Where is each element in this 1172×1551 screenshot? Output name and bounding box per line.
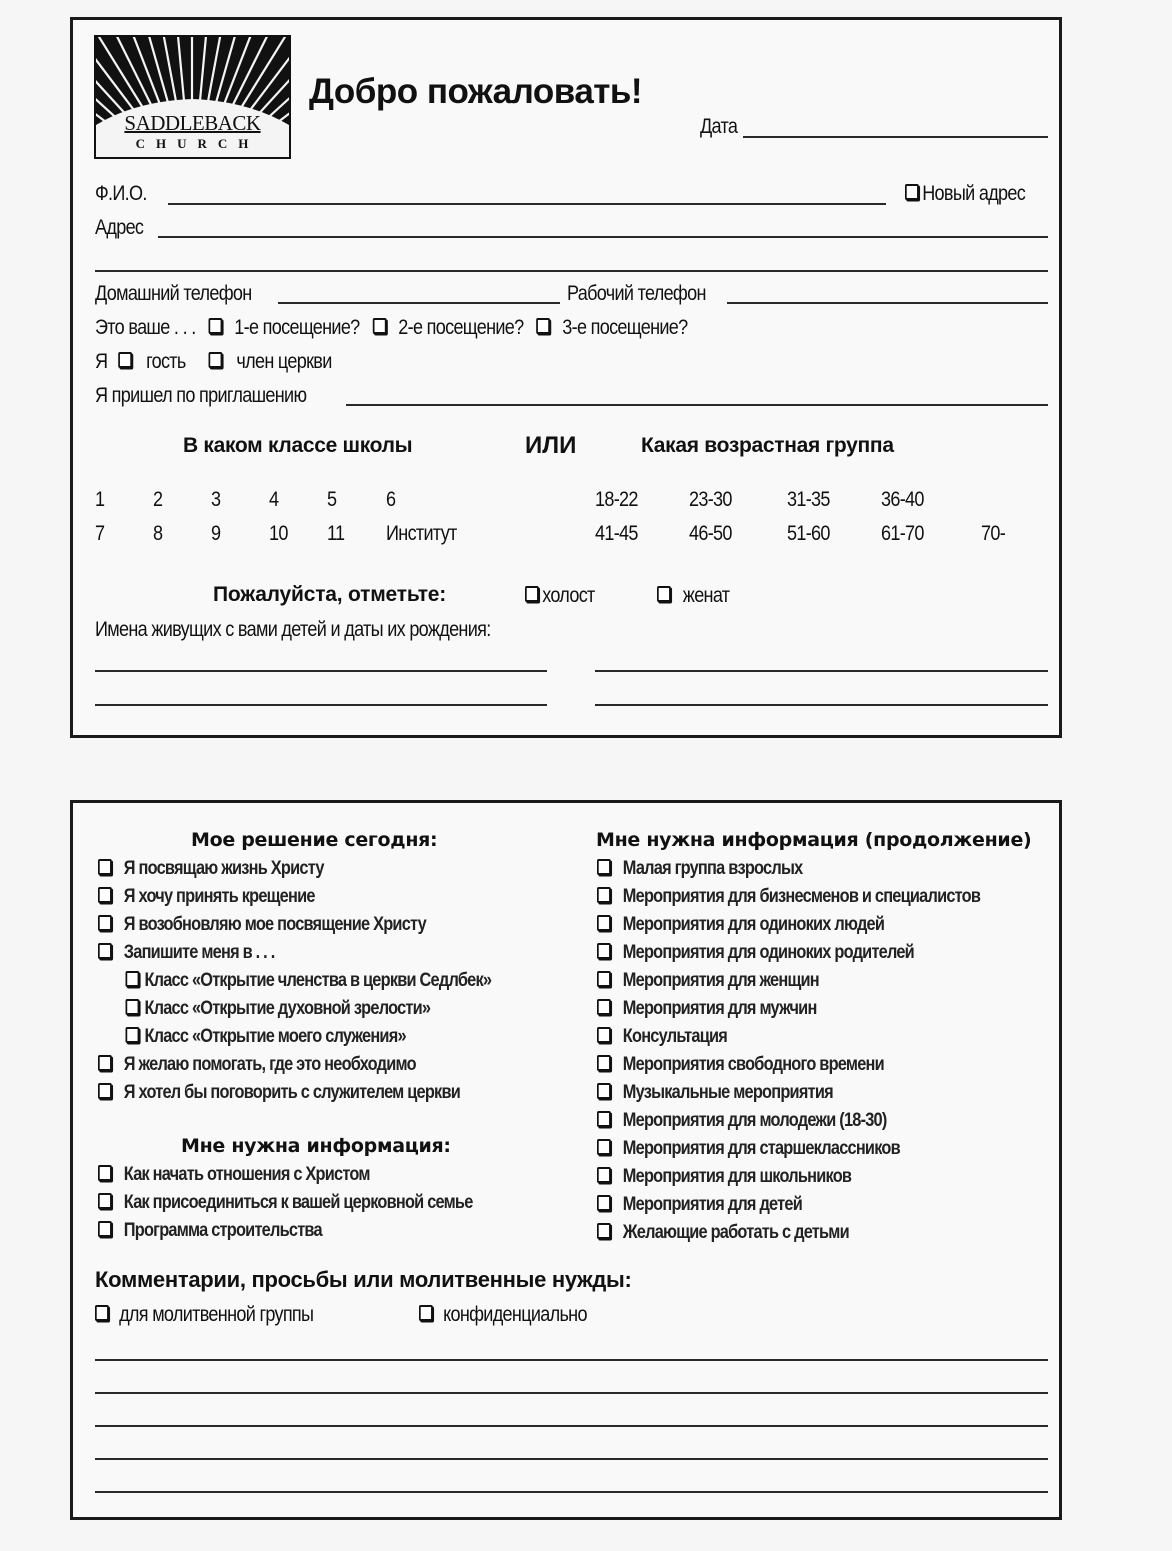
checkbox[interactable] <box>597 1139 611 1155</box>
children-label: Имена живущих с вами детей и даты их рождения: <box>95 618 491 641</box>
visit-3-checkbox[interactable] <box>536 318 550 334</box>
info-cont-item[interactable] <box>597 1163 980 1191</box>
info-cont-item[interactable] <box>597 939 980 967</box>
work-phone-label: Рабочий телефон <box>567 282 706 305</box>
decision-item[interactable] <box>98 967 491 995</box>
member-label: член церкви <box>236 350 332 373</box>
decision-item-label: Запишите меня в . . . <box>123 942 275 963</box>
status-row <box>95 350 332 374</box>
info-cont-list <box>597 855 1043 1247</box>
info-cont-item[interactable] <box>597 1135 980 1163</box>
info-item[interactable] <box>98 1161 473 1189</box>
checkbox[interactable] <box>98 887 112 903</box>
married-checkbox[interactable] <box>657 586 671 602</box>
checkbox[interactable] <box>126 1027 140 1043</box>
checkbox[interactable] <box>597 1083 611 1099</box>
age-group-option[interactable]: 70- <box>981 522 1006 545</box>
address-field-line-1[interactable] <box>158 236 1048 238</box>
info-cont-item[interactable] <box>597 855 980 883</box>
checkbox[interactable] <box>98 915 112 931</box>
checkbox[interactable] <box>597 915 611 931</box>
comments-title: Комментарии, просьбы или молитвенные нужды: <box>95 1267 632 1292</box>
welcome-card <box>70 17 1062 738</box>
work-phone-field[interactable] <box>727 302 1048 304</box>
child-field-3[interactable] <box>95 704 547 706</box>
new-address-label: Новый адрес <box>922 182 1026 205</box>
grade-option[interactable]: 8 <box>153 522 163 545</box>
logo-name: SADDLEBACK <box>124 111 261 135</box>
age-group-option[interactable]: 51-60 <box>787 522 830 545</box>
single-option[interactable] <box>525 584 595 608</box>
age-group-option[interactable]: 61-70 <box>881 522 924 545</box>
age-group-option[interactable]: 31-35 <box>787 488 830 511</box>
checkbox[interactable] <box>597 1027 611 1043</box>
checkbox[interactable] <box>597 999 611 1015</box>
invited-field[interactable] <box>346 404 1048 406</box>
decision-item[interactable] <box>98 883 491 911</box>
confidential-option[interactable] <box>419 1303 587 1327</box>
decision-item-label: Класс «Открытие моего служения» <box>144 1026 406 1047</box>
info-list <box>98 1161 533 1245</box>
decision-item[interactable] <box>98 911 491 939</box>
invited-label: Я пришел по приглашению <box>95 384 307 407</box>
home-phone-label: Домашний телефон <box>95 282 252 305</box>
decision-item[interactable] <box>98 995 491 1023</box>
checkbox[interactable] <box>597 1111 611 1127</box>
visit-2-label: 2-е посещение? <box>398 316 524 339</box>
decision-item[interactable] <box>98 1079 491 1107</box>
grade-option[interactable]: 10 <box>269 522 288 545</box>
guest-label: гость <box>146 350 186 373</box>
prayer-group-option[interactable] <box>95 1303 313 1327</box>
prayer-group-checkbox[interactable] <box>95 1305 109 1321</box>
married-label: женат <box>682 584 730 607</box>
date-label: Дата <box>700 115 738 138</box>
checkbox[interactable] <box>98 1221 112 1237</box>
info-item[interactable] <box>98 1217 473 1245</box>
decision-title: Мое решение сегодня: <box>191 829 438 851</box>
info-cont-item[interactable] <box>597 1219 980 1247</box>
info-item-label: Как начать отношения с Христом <box>123 1164 370 1185</box>
info-cont-item[interactable] <box>597 967 980 995</box>
name-label: Ф.И.О. <box>95 182 147 205</box>
info-cont-item[interactable] <box>597 1079 980 1107</box>
checkbox[interactable] <box>98 943 112 959</box>
or-label: ИЛИ <box>525 432 577 459</box>
info-item[interactable] <box>98 1189 473 1217</box>
checkbox[interactable] <box>98 1193 112 1209</box>
checkbox[interactable] <box>597 859 611 875</box>
info-cont-item-label: Мероприятия для одиноких людей <box>622 914 885 935</box>
age-group-option[interactable]: 41-45 <box>595 522 638 545</box>
single-checkbox[interactable] <box>525 586 539 602</box>
age-title: Какая возрастная группа <box>641 434 894 457</box>
home-phone-field[interactable] <box>278 302 560 304</box>
response-card <box>70 800 1062 1520</box>
age-group-option[interactable]: 18-22 <box>595 488 638 511</box>
prayer-group-label: для молитвенной группы <box>119 1303 314 1326</box>
decision-item-label: Я желаю помогать, где это необходимо <box>123 1054 416 1075</box>
info-cont-item-label: Мероприятия для молодежи (18-30) <box>622 1110 887 1131</box>
grade-option[interactable]: 4 <box>269 488 279 511</box>
comment-line-4[interactable] <box>95 1458 1048 1460</box>
comment-line-5[interactable] <box>95 1491 1048 1493</box>
visit-label: Это ваше . . . <box>95 316 196 339</box>
info-item-label: Как присоединиться к вашей церковной семье <box>123 1192 473 1213</box>
visit-1-label: 1-е посещение? <box>234 316 360 339</box>
checkbox[interactable] <box>98 859 112 875</box>
checkbox[interactable] <box>597 943 611 959</box>
checkbox[interactable] <box>597 971 611 987</box>
info-cont-item-label: Мероприятия для детей <box>622 1194 802 1215</box>
info-cont-item[interactable] <box>597 911 980 939</box>
decision-item-label: Я хочу принять крещение <box>123 886 315 907</box>
info-cont-item-label: Мероприятия свободного времени <box>622 1054 884 1075</box>
single-label: холост <box>542 584 595 607</box>
checkbox[interactable] <box>98 1165 112 1181</box>
info-cont-item[interactable] <box>597 883 980 911</box>
decision-item-label: Класс «Открытие духовной зрелости» <box>144 998 431 1019</box>
new-address-option[interactable] <box>905 182 1025 206</box>
visit-2-checkbox[interactable] <box>372 318 386 334</box>
info-cont-item[interactable] <box>597 1107 980 1135</box>
grade-option[interactable]: 5 <box>327 488 337 511</box>
status-label: Я <box>95 350 108 373</box>
age-group-option[interactable]: 23-30 <box>689 488 732 511</box>
decision-item-label: Я посвящаю жизнь Христу <box>123 858 324 879</box>
grade-option[interactable]: 2 <box>153 488 163 511</box>
comment-line-1[interactable] <box>95 1359 1048 1361</box>
info-cont-item-label: Желающие работать с детьми <box>622 1222 849 1243</box>
address-label: Адрес <box>95 216 144 239</box>
checkbox[interactable] <box>98 1055 112 1071</box>
info-cont-item[interactable] <box>597 1051 980 1079</box>
new-address-checkbox[interactable] <box>905 184 919 200</box>
child-field-4[interactable] <box>595 704 1048 706</box>
date-field[interactable] <box>743 136 1048 138</box>
info-cont-item-label: Музыкальные мероприятия <box>622 1082 833 1103</box>
decision-item[interactable] <box>98 1023 491 1051</box>
info-cont-item[interactable] <box>597 1191 980 1219</box>
name-field[interactable] <box>168 203 886 205</box>
decision-item[interactable] <box>98 855 491 883</box>
decision-item-label: Класс «Открытие членства в церкви Седлбек» <box>144 970 492 991</box>
decision-item[interactable] <box>98 939 491 967</box>
info-cont-item-label: Мероприятия для одиноких родителей <box>622 942 914 963</box>
grade-option[interactable]: 9 <box>211 522 221 545</box>
grade-option[interactable]: 1 <box>95 488 105 511</box>
guest-checkbox[interactable] <box>119 352 133 368</box>
grade-option[interactable]: 3 <box>211 488 221 511</box>
info-cont-item-label: Мероприятия для школьников <box>622 1166 852 1187</box>
info-cont-item-label: Мероприятия для мужчин <box>622 998 817 1019</box>
grade-option[interactable]: 11 <box>327 522 345 545</box>
page-title: Добро пожаловать! <box>309 72 643 111</box>
info-cont-item[interactable] <box>597 995 980 1023</box>
grade-option[interactable]: 6 <box>386 488 396 511</box>
decision-list <box>98 855 555 1107</box>
visit-row <box>95 316 687 340</box>
checkbox[interactable] <box>597 1055 611 1071</box>
info-item-label: Программа строительства <box>123 1220 322 1241</box>
checkbox[interactable] <box>597 1223 611 1239</box>
married-option[interactable] <box>657 584 729 608</box>
visit-3-label: 3-е посещение? <box>562 316 688 339</box>
comment-line-3[interactable] <box>95 1425 1048 1427</box>
info-cont-item-label: Консультация <box>622 1026 728 1047</box>
grade-option[interactable]: 7 <box>95 522 105 545</box>
child-field-2[interactable] <box>595 670 1048 672</box>
address-field-line-2[interactable] <box>95 270 1048 272</box>
info-cont-item-label: Мероприятия для бизнесменов и специалистов <box>622 886 981 907</box>
age-group-option[interactable]: 36-40 <box>881 488 924 511</box>
decision-item-label: Я хотел бы поговорить с служителем церкви <box>123 1082 460 1103</box>
confidential-checkbox[interactable] <box>419 1305 433 1321</box>
confidential-label: конфиденциально <box>443 1303 587 1326</box>
info-cont-item[interactable] <box>597 1023 980 1051</box>
decision-item-label: Я возобновляю мое посвящение Христу <box>123 914 426 935</box>
comment-line-2[interactable] <box>95 1392 1048 1394</box>
age-group-option[interactable]: 46-50 <box>689 522 732 545</box>
checkbox[interactable] <box>126 999 140 1015</box>
decision-item[interactable] <box>98 1051 491 1079</box>
info-title: Мне нужна информация: <box>181 1135 451 1157</box>
checkbox[interactable] <box>98 1083 112 1099</box>
grade-option[interactable]: Институт <box>386 522 457 545</box>
info-cont-item-label: Мероприятия для старшеклассников <box>622 1138 900 1159</box>
marital-label: Пожалуйста, отметьте: <box>213 583 447 606</box>
member-checkbox[interactable] <box>209 352 223 368</box>
logo-subtitle: CHURCH <box>135 136 260 151</box>
checkbox[interactable] <box>597 887 611 903</box>
checkbox[interactable] <box>597 1195 611 1211</box>
grade-title: В каком классе школы <box>183 434 413 457</box>
saddleback-logo <box>94 35 291 159</box>
child-field-1[interactable] <box>95 670 547 672</box>
info-cont-item-label: Мероприятия для женщин <box>622 970 819 991</box>
checkbox[interactable] <box>597 1167 611 1183</box>
visit-1-checkbox[interactable] <box>209 318 223 334</box>
checkbox[interactable] <box>126 971 140 987</box>
info-cont-title: Мне нужна информация (продолжение) <box>596 829 1032 851</box>
info-cont-item-label: Малая группа взрослых <box>622 858 803 879</box>
